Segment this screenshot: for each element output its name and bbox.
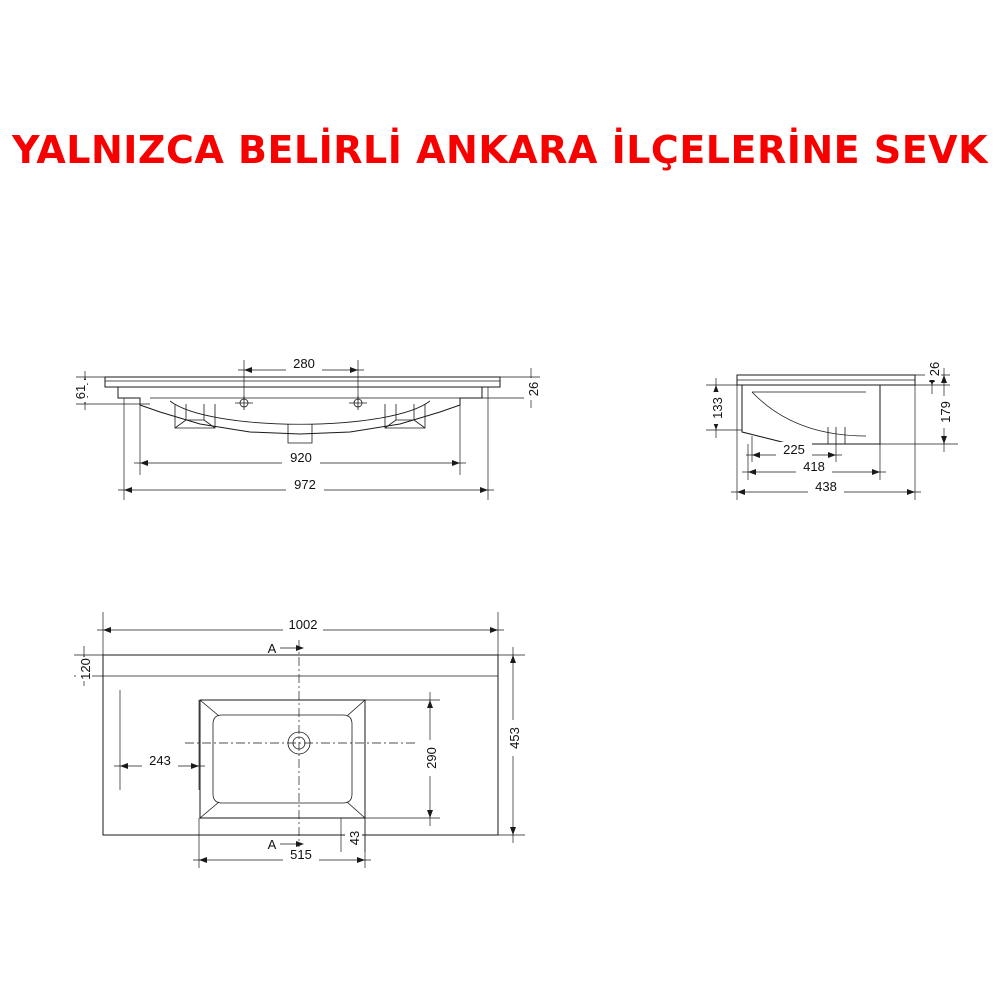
- side-elevation-view: [706, 358, 958, 500]
- dim-453: 453: [507, 727, 522, 749]
- dim-243: 243: [149, 753, 171, 768]
- dim-1002: 1002: [288, 617, 318, 632]
- section-mark-a-top: A: [267, 641, 277, 656]
- shipping-notice-banner: YALNIZCA BELİRLİ ANKARA İLÇELERİNE SEVK: [11, 128, 989, 172]
- dim-280: 280: [293, 356, 315, 371]
- dim-920: 920: [290, 450, 312, 465]
- dim-43: 43: [347, 830, 362, 846]
- dim-179: 179: [938, 401, 953, 423]
- dim-438: 438: [815, 479, 837, 494]
- section-mark-a-bottom: A: [267, 837, 277, 852]
- dim-972: 972: [294, 477, 316, 492]
- dim-26-side: 26: [927, 361, 942, 377]
- dim-133: 133: [710, 397, 725, 419]
- dim-61: 61: [73, 384, 88, 400]
- dim-120: 120: [78, 658, 93, 680]
- dim-515: 515: [290, 847, 312, 862]
- dim-418: 418: [803, 459, 825, 474]
- top-plan-view: [74, 612, 525, 868]
- dim-225: 225: [783, 442, 805, 457]
- dim-290: 290: [424, 747, 439, 769]
- dim-26: 26: [526, 381, 541, 397]
- front-elevation-view: [71, 356, 541, 500]
